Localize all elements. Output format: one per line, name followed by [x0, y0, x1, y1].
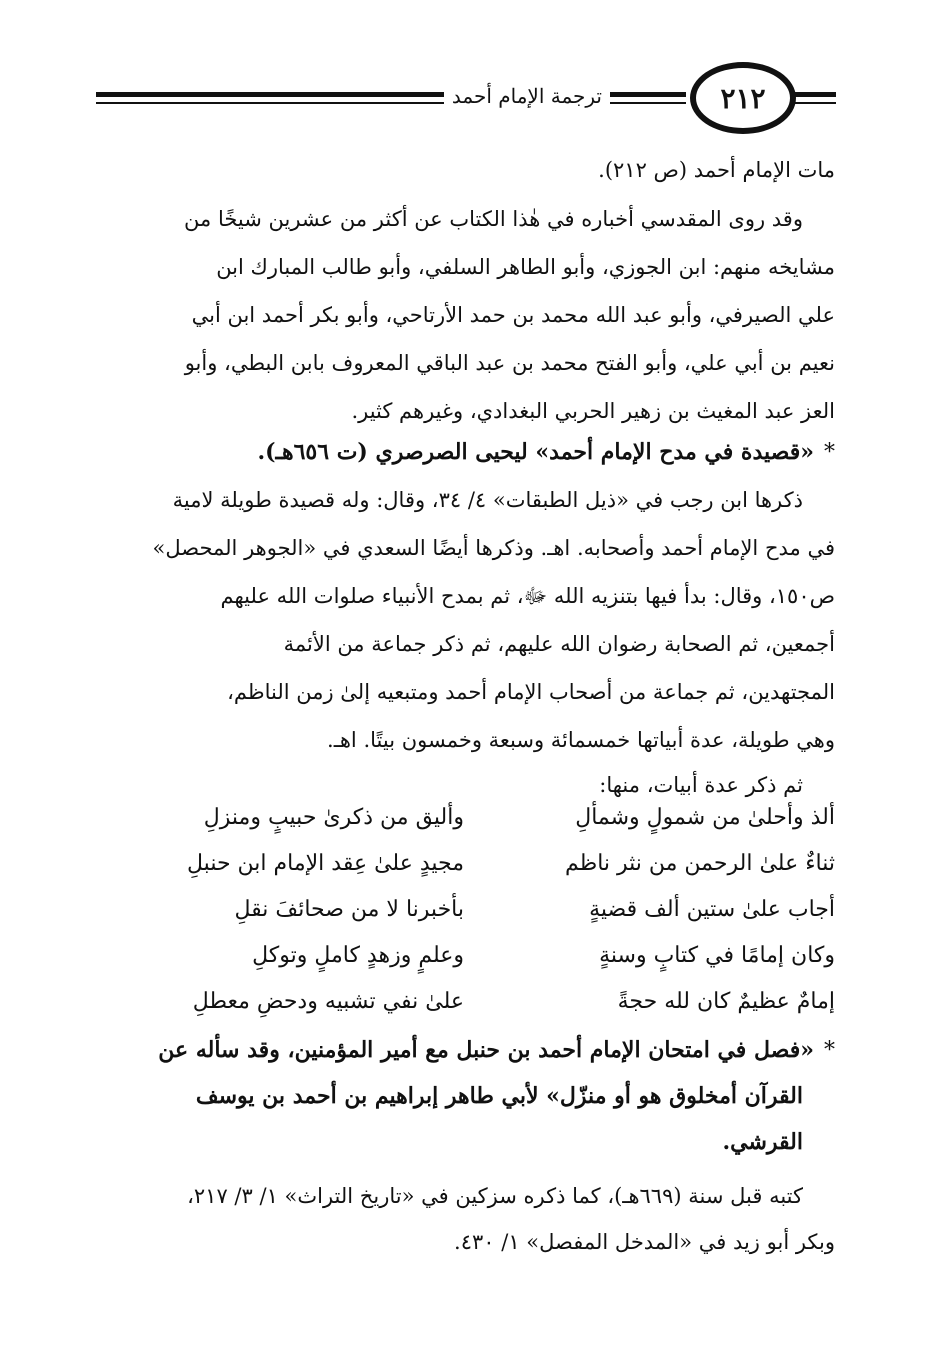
header-rule-right: [794, 92, 836, 97]
verse-second-half: بأخبرنا لا من صحائفَ نقلِ: [234, 897, 464, 922]
verse-first-half: أجاب علىٰ ستين ألف قضيةٍ: [589, 897, 835, 922]
verse-first-half: ألذ وأحلىٰ من شمولٍ وشمألِ: [575, 805, 835, 830]
text-line: أجمعين، ثم الصحابة رضوان الله عليهم، ثم ذكر جماعة من الأئمة: [283, 632, 835, 656]
poem-verse: [104, 842, 835, 886]
page-number: ٢١٢: [720, 81, 766, 115]
section1-paragraph: [104, 480, 835, 800]
verse-second-half: وعلمٍ وزهدٍ كاملٍ وتوكلِ: [252, 943, 464, 968]
text-line: كتبه قبل سنة (٦٦٩هـ)، كما ذكره سزكين في «تاريخ التراث» ١/ ٣/ ٢١٧،: [187, 1184, 803, 1208]
intro-paragraph: [104, 150, 835, 423]
verse-first-half: إمامٌ عظيمٌ كان لله حجةً: [617, 989, 835, 1014]
heading-text: «قصيدة في مدح الإمام أحمد» ليحيى الصرصري (ت ٦٥٦هـ).: [257, 439, 814, 465]
section-heading-1: [104, 432, 835, 476]
page-number-badge: [690, 62, 796, 134]
poem-verse: [104, 796, 835, 840]
poem-verse: [104, 980, 835, 1024]
verse-second-half: وأليق من ذكرىٰ حبيبٍ ومنزلِ: [203, 805, 464, 830]
heading-text: القرآن أمخلوق هو أو منزّل» لأبي طاهر إبراهيم بن أحمد بن يوسف: [195, 1083, 803, 1109]
text-line: مات الإمام أحمد (ص ٢١٢).: [598, 158, 835, 182]
text-line: ثم ذكر عدة أبيات، منها:: [599, 773, 803, 797]
poem-verse: [104, 934, 835, 978]
text-line: ذكرها ابن رجب في «ذيل الطبقات» ٤/ ٣٤، وقال: وله قصيدة طويلة لامية: [172, 488, 803, 512]
header-rule-right-thin: [794, 102, 836, 104]
text-line: وهي طويلة، عدة أبياتها خمسمائة وسبعة وخمسون بيتًا. اهـ.: [327, 728, 835, 752]
verse-second-half: علىٰ نفي تشبيه ودحضِ معطلِ: [192, 989, 464, 1014]
text-line: نعيم بن أبي علي، وأبو الفتح محمد بن عبد الباقي المعروف بابن البطي، وأبو: [184, 351, 835, 375]
star-marker: *: [824, 440, 835, 465]
text-line: علي الصيرفي، وأبو عبد الله محمد بن حمد الأرتاحي، وأبو بكر أحمد ابن أبي: [191, 303, 835, 327]
poem-verse: [104, 888, 835, 932]
text-line: العز عبد المغيث بن زهير الحربي البغدادي، وغيرهم كثير.: [351, 399, 835, 423]
section-heading-2: [104, 1030, 835, 1170]
text-line: في مدح الإمام أحمد وأصحابه. اهـ. وذكرها أيضًا السعدي في «الجوهر المحصل»: [152, 536, 835, 560]
text-line: وقد روى المقدسي أخباره في هٰذا الكتاب عن أكثر من عشرين شيخًا من: [184, 207, 803, 231]
text-line: المجتهدين، ثم جماعة من أصحاب الإمام أحمد ومتبعيه إلىٰ زمن الناظم،: [227, 680, 835, 704]
text-line: ص١٥٠، وقال: بدأ فيها بتنزيه الله ﷻ، ثم بمدح الأنبياء صلوات الله عليهم: [220, 584, 835, 608]
text-line: مشايخه منهم: ابن الجوزي، وأبو الطاهر السلفي، وأبو طالب المبارك ابن: [216, 255, 835, 279]
verse-first-half: وكان إمامًا في كتابٍ وسنةٍ: [599, 943, 835, 968]
text-line: وبكر أبو زيد في «المدخل المفصل» ١/ ٤٣٠.: [454, 1230, 835, 1254]
verse-first-half: ثناءٌ علىٰ الرحمن من نثر ناظم: [565, 851, 835, 876]
running-header: [96, 62, 836, 140]
star-marker: *: [824, 1038, 835, 1063]
heading-text: القرشي.: [722, 1129, 803, 1155]
section2-paragraph: [104, 1176, 835, 1266]
verse-second-half: مجيدٍ علىٰ عِقد الإمام ابن حنبلِ: [187, 851, 464, 876]
running-title: ترجمة الإمام أحمد: [444, 84, 610, 108]
poem: [104, 796, 835, 1026]
heading-text: «فصل في امتحان الإمام أحمد بن حنبل مع أمير المؤمنين، وقد سأله عن: [158, 1037, 814, 1063]
